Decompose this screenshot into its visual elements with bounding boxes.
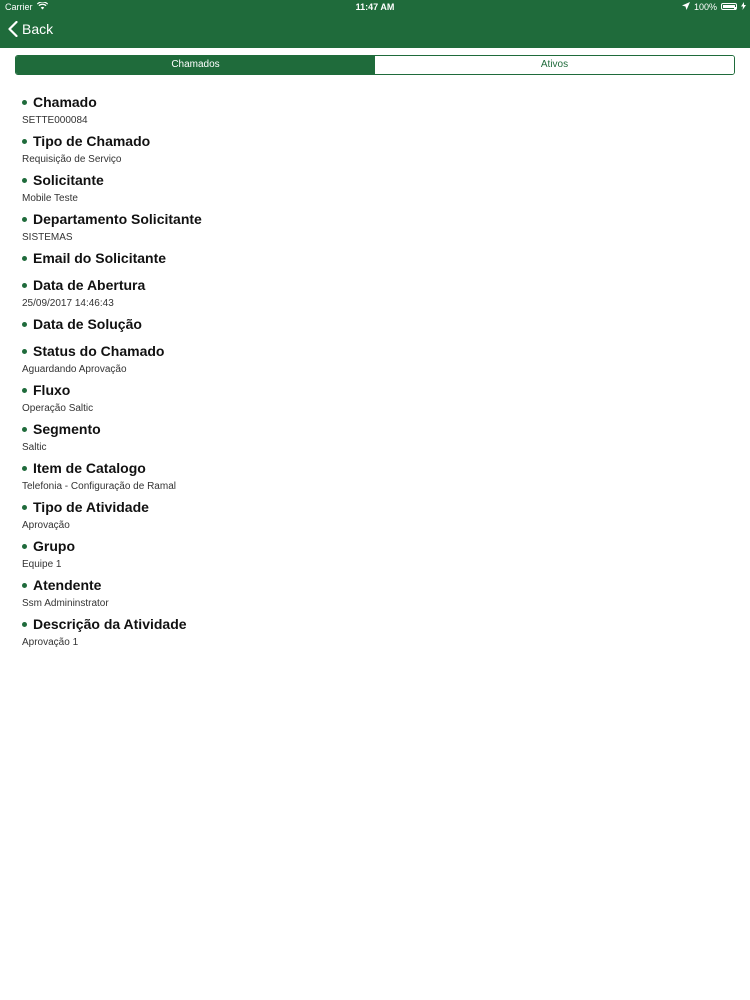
field-segmento bbox=[22, 420, 101, 454]
field-fluxo bbox=[22, 381, 93, 415]
navbar bbox=[0, 15, 750, 48]
field-descricao-da-atividade bbox=[22, 615, 187, 649]
bullet-icon bbox=[22, 427, 27, 432]
field-label: Solicitante bbox=[33, 172, 104, 188]
field-label: Data de Solução bbox=[33, 316, 142, 332]
field-value: Requisição de Serviço bbox=[22, 154, 122, 165]
field-label: Tipo de Atividade bbox=[33, 499, 149, 515]
bullet-icon bbox=[22, 505, 27, 510]
bullet-icon bbox=[22, 322, 27, 327]
tab-chamados[interactable]: Chamados bbox=[16, 56, 375, 74]
battery-percent: 100% bbox=[693, 2, 717, 12]
status-bar bbox=[0, 0, 750, 15]
field-atendente bbox=[22, 576, 109, 610]
field-solicitante bbox=[22, 171, 104, 205]
chevron-left-icon bbox=[8, 21, 18, 37]
field-value: Aprovação bbox=[22, 520, 70, 531]
bullet-icon bbox=[22, 256, 27, 261]
field-value: SISTEMAS bbox=[22, 232, 73, 243]
field-value: Equipe 1 bbox=[22, 559, 62, 570]
field-label: Atendente bbox=[33, 577, 102, 593]
tab-ativos[interactable]: Ativos bbox=[375, 56, 734, 74]
field-label: Email do Solicitante bbox=[33, 250, 167, 266]
field-value: Aguardando Aprovação bbox=[22, 364, 127, 375]
bullet-icon bbox=[22, 466, 27, 471]
bullet-icon bbox=[22, 544, 27, 549]
bullet-icon bbox=[22, 583, 27, 588]
charging-icon bbox=[741, 0, 746, 15]
field-label: Departamento Solicitante bbox=[33, 211, 202, 227]
bullet-icon bbox=[22, 283, 27, 288]
field-label: Item de Catalogo bbox=[33, 460, 146, 476]
field-label: Status do Chamado bbox=[33, 343, 165, 359]
segmented-control bbox=[15, 55, 735, 75]
battery-icon bbox=[721, 0, 737, 15]
back-button[interactable] bbox=[8, 21, 53, 37]
field-value: Operação Saltic bbox=[22, 403, 94, 414]
field-label: Data de Abertura bbox=[33, 277, 146, 293]
field-label: Chamado bbox=[33, 94, 97, 110]
field-value: Mobile Teste bbox=[22, 193, 78, 204]
field-chamado bbox=[22, 93, 97, 127]
bullet-icon bbox=[22, 388, 27, 393]
field-label: Descrição da Atividade bbox=[33, 616, 187, 632]
bullet-icon bbox=[22, 622, 27, 627]
field-email-do-solicitante bbox=[22, 249, 166, 267]
field-label: Tipo de Chamado bbox=[33, 133, 151, 149]
field-value: Telefonia - Configuração de Ramal bbox=[22, 481, 176, 492]
field-data-de-abertura bbox=[22, 276, 145, 310]
field-departamento-solicitante bbox=[22, 210, 202, 244]
back-label: Back bbox=[22, 21, 54, 37]
bullet-icon bbox=[22, 139, 27, 144]
bullet-icon bbox=[22, 178, 27, 183]
field-value: Saltic bbox=[22, 442, 47, 453]
location-arrow-icon bbox=[682, 0, 690, 15]
field-value: SETTE000084 bbox=[22, 115, 88, 126]
status-time: 11:47 AM bbox=[355, 2, 395, 12]
bullet-icon bbox=[22, 100, 27, 105]
carrier-label: Carrier bbox=[5, 2, 33, 12]
field-tipo-de-atividade bbox=[22, 498, 149, 532]
field-label: Fluxo bbox=[33, 382, 71, 398]
bullet-icon bbox=[22, 217, 27, 222]
field-tipo-de-chamado bbox=[22, 132, 150, 166]
navigation-header bbox=[0, 0, 750, 48]
field-value: 25/09/2017 14:46:43 bbox=[22, 298, 114, 309]
field-value: Ssm Admininstrator bbox=[22, 598, 109, 609]
bullet-icon bbox=[22, 349, 27, 354]
field-item-de-catalogo bbox=[22, 459, 176, 493]
field-grupo bbox=[22, 537, 75, 571]
field-status-do-chamado bbox=[22, 342, 164, 376]
status-right bbox=[682, 0, 746, 15]
field-label: Grupo bbox=[33, 538, 75, 554]
field-data-de-solucao bbox=[22, 315, 142, 333]
field-label: Segmento bbox=[33, 421, 101, 437]
field-value: Aprovação 1 bbox=[22, 637, 79, 648]
